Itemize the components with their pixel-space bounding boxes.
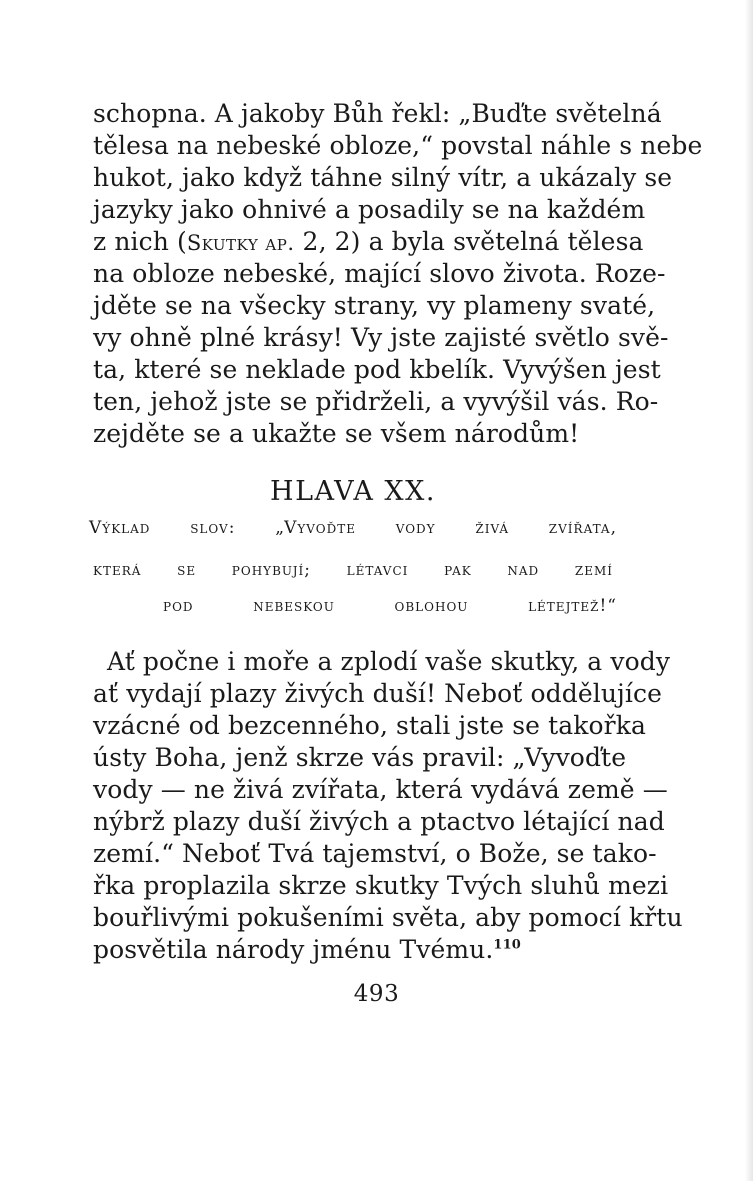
chapter-subtitle-line: Výklad slov: „Vyvoďte vody živá zvířata, (89, 518, 617, 538)
text-line: bouřlivými pokušeními světa, aby pomocí křtu (93, 903, 683, 932)
text-line (93, 934, 613, 966)
text-line: jděte se na všecky strany, vy plameny svaté, (93, 291, 656, 320)
page-edge (745, 0, 753, 1181)
text-line (93, 226, 644, 258)
text-fragment: z nich ( (93, 227, 187, 256)
footnote-reference[interactable]: 110 (493, 937, 521, 953)
text-line: ať vydají plazy živých duší! Neboť oddělujíce (93, 679, 662, 708)
text-line: ústy Boha, jenž skrze vás pravil: „Vyvoďte (93, 743, 627, 772)
text-line: zemí.“ Neboť Tvá tajemství, o Bože, se tako- (93, 839, 657, 868)
text-line: jazyky jako ohnivé a posadily se na každém (93, 195, 646, 224)
scripture-reference: Skutky ap. (186, 231, 295, 255)
chapter-title: HLAVA XX. (270, 476, 436, 507)
text-fragment: posvětila národy jménu Tvému. (93, 935, 494, 964)
text-line: ta, které se neklade pod kbelík. Vyvýšen jest (93, 355, 661, 384)
text-line: vy ohně plné krásy! Vy jste zajisté světlo svě- (93, 323, 669, 352)
text-line: Ať počne i moře a zplodí vaše skutky, a vody (107, 647, 671, 676)
text-line: nýbrž plazy duší živých a ptactvo létající nad (93, 807, 665, 836)
chapter-subtitle-line: pod nebeskou oblohou létejtež!“ (163, 596, 617, 616)
text-fragment: 2, 2) a byla světelná tělesa (294, 227, 644, 256)
text-line: hukot, jako když táhne silný vítr, a ukázaly se (93, 163, 673, 192)
text-line: zejděte se a ukažte se všem národům! (93, 419, 580, 448)
page-number: 493 (353, 981, 400, 1007)
text-line: vzácné od bezcenného, stali jste se takořka (93, 711, 646, 740)
text-line: vody — ne živá zvířata, která vydává země — (93, 775, 668, 804)
text-line: tělesa na nebeské obloze,“ povstal náhle s nebe (93, 131, 703, 160)
text-line: na obloze nebeské, mající slovo života. Roze- (93, 259, 666, 288)
chapter-subtitle-line: která se pohybují; létavci pak nad zemí (93, 560, 613, 580)
text-line: schopna. A jakoby Bůh řekl: „Buďte světelná (93, 99, 662, 128)
text-line: řka proplazila skrze skutky Tvých sluhů mezi (93, 871, 669, 900)
text-line: ten, jehož jste se přidrželi, a vyvýšil vás. Ro- (93, 387, 659, 416)
